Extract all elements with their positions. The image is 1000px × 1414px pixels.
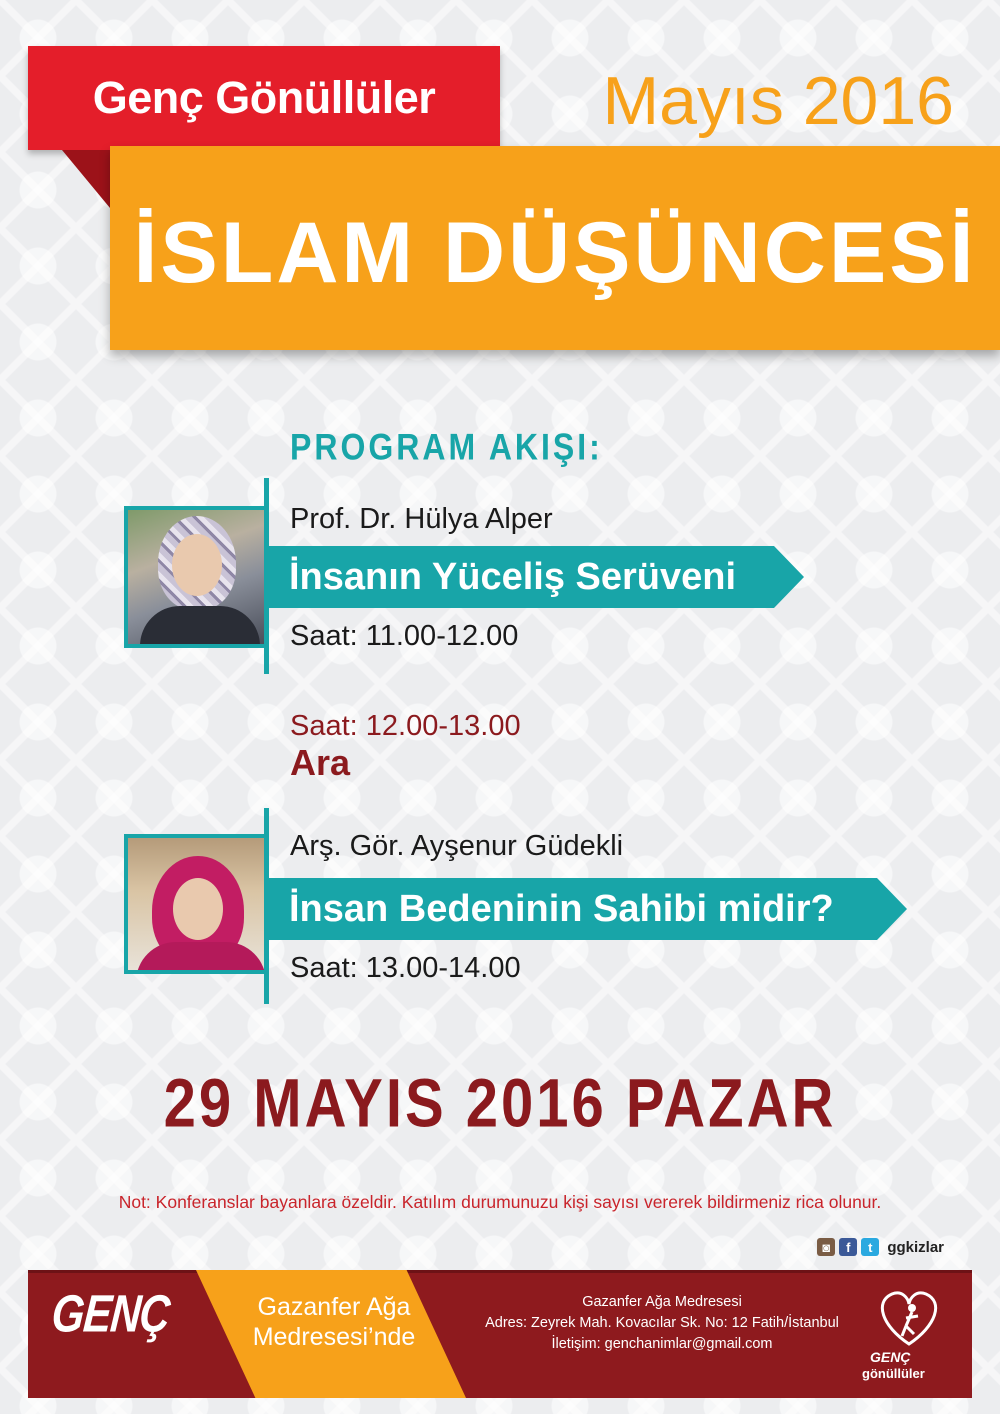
note-text: Not: Konferanslar bayanlara özeldir. Katılım durumunuzu kişi sayısı vererek bildirmeniz rica olunur. (118, 1192, 882, 1212)
org-logo-genc: GENÇ (870, 1349, 911, 1365)
brand-banner-text: Genç Gönüllüler (92, 72, 436, 123)
address-venue: Gazanfer Ağa Medresesi (582, 1294, 742, 1310)
talk-2-title: İnsan Bedeninin Sahibi midir? (289, 888, 834, 930)
address-street: Adres: Zeyrek Mah. Kovacılar Sk. No: 12 Fatih/İstanbul (485, 1315, 839, 1331)
social-links (817, 1238, 944, 1256)
talk-2-time: Saat: 13.00-14.00 (290, 952, 521, 984)
facebook-icon[interactable]: f (839, 1238, 857, 1256)
program-heading: PROGRAM AKIŞI: (290, 426, 603, 468)
speaker-1-photo (124, 506, 268, 648)
venue-tab (214, 1292, 454, 1352)
org-logo-gonulluler: gönüllüler (862, 1366, 925, 1381)
page-title: İSLAM DÜŞÜNCESİ (133, 204, 977, 301)
address-block (472, 1292, 852, 1355)
venue-line-2: Medresesi’nde (252, 1323, 416, 1351)
event-date: 29 MAYIS 2016 PAZAR (163, 1065, 837, 1142)
twitter-icon[interactable]: t (861, 1238, 879, 1256)
speaker-1-name: Prof. Dr. Hülya Alper (290, 503, 553, 535)
speaker-2-name: Arş. Gör. Ayşenur Güdekli (290, 830, 624, 862)
venue-line-1: Gazanfer Ağa (257, 1293, 411, 1321)
brand-banner-fold (62, 150, 110, 208)
genc-logo: GENÇ (49, 1284, 172, 1343)
month-year: Mayıs 2016 (602, 63, 954, 139)
talk-1-title: İnsanın Yüceliş Serüveni (289, 556, 737, 598)
instagram-icon[interactable]: ◙ (817, 1238, 835, 1256)
break-time: Saat: 12.00-13.00 (290, 710, 521, 742)
address-contact: İletişim: genchanimlar@gmail.com (551, 1336, 773, 1352)
break-label: Ara (290, 742, 351, 783)
social-handle[interactable]: ggkizlar (887, 1238, 944, 1256)
speaker-2-photo (124, 834, 268, 974)
genc-gonulluler-logo (862, 1282, 956, 1382)
talk-1-time: Saat: 11.00-12.00 (290, 620, 519, 652)
